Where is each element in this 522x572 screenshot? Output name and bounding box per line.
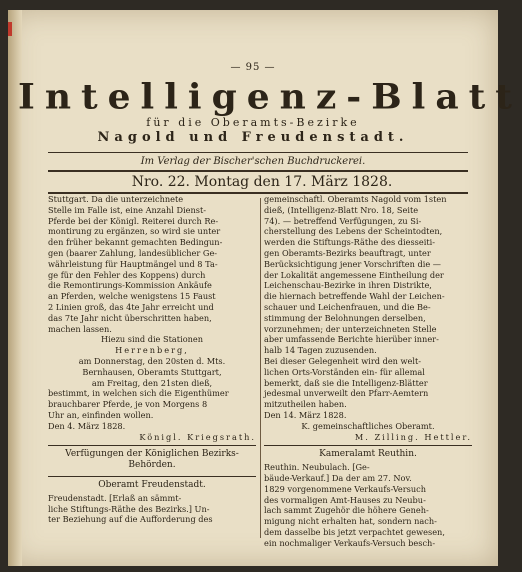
signature-names: M. Zilling. Hettler. bbox=[354, 431, 472, 442]
text-line: machen lassen. bbox=[48, 323, 112, 334]
station-name: Bernhausen, Oberamts Stuttgart, bbox=[82, 366, 222, 377]
text-line: bemerkt, daß sie die Intelligenz-Blätter bbox=[264, 377, 428, 388]
divider-rule bbox=[48, 170, 468, 172]
text-line: ter Beziehung auf die Aufforderung des bbox=[48, 514, 213, 525]
text-line: der Lokalität angemessene Eintheilung der bbox=[264, 269, 444, 280]
text-line: dem dasselbe bis jetzt verpachtet gewesen, bbox=[264, 526, 445, 537]
text-line: währleistung für Hauptmängel und 8 Ta- bbox=[48, 258, 218, 269]
text-line: stimmung der Belohnungen derselben, bbox=[264, 312, 426, 323]
date-line: Den 4. März 1828. bbox=[48, 420, 126, 431]
red-bookmark-marker bbox=[8, 22, 12, 36]
masthead-subtitle-2: Nagold und Freudenstadt. bbox=[97, 130, 409, 145]
text-line: vorzunehmen; der unterzeichneten Stelle bbox=[264, 323, 437, 334]
newspaper-page bbox=[8, 10, 522, 566]
text-line: Stuttgart. Da die unterzeichnete bbox=[48, 194, 184, 204]
text-line: lach sammt Zugehör die höhere Geneh- bbox=[264, 505, 429, 516]
text-line: des vormaligen Amt-Hauses zu Neubu- bbox=[264, 494, 426, 505]
issue-line: Nro. 22. Montag den 17. März 1828. bbox=[131, 174, 393, 190]
text-line: cherstellung des Lebens der Scheintodten, bbox=[264, 226, 443, 237]
text-line: ein nochmaliger Verkaufs-Versuch besch- bbox=[264, 537, 436, 548]
text-line: gemeinschaftl. Oberamts Nagold vom 1sten bbox=[264, 194, 447, 204]
text-line: Berücksichtigung jener Vorschriften die — bbox=[264, 258, 441, 269]
masthead-title: Intelligenz-Blatt bbox=[18, 77, 522, 117]
text-line: das 7te Jahr nicht überschritten haben, bbox=[48, 312, 212, 323]
text-line: die Remontirungs-Kommission Ankäufe bbox=[48, 280, 212, 291]
text-line: gen Oberamts-Bezirks beauftragt, unter bbox=[264, 247, 431, 258]
section-title: Verfügungen der Königlichen Bezirks-Behörden. bbox=[48, 445, 256, 473]
text-line: an Pferden, welche wenigstens 15 Faust bbox=[48, 291, 216, 302]
right-column bbox=[264, 194, 472, 548]
text-line: am Donnerstag, den 20sten d. Mts. bbox=[78, 355, 226, 366]
text-line: Freudenstadt. [Erlaß an sämmt- bbox=[48, 492, 182, 503]
text-line: aber umfassende Berichte hierüber inner- bbox=[264, 334, 439, 345]
left-column bbox=[48, 194, 256, 534]
text-line: ge für den Fehler des Koppens) durch bbox=[48, 269, 206, 280]
text-line: den früher bekannt gemachten Bedingun- bbox=[48, 237, 223, 248]
text-line: bestimmt, in welchen sich die Eigenthümer bbox=[48, 388, 229, 399]
text-line: Uhr an, einfinden wollen. bbox=[48, 409, 154, 420]
date-line: Den 14. März 1828. bbox=[264, 409, 347, 420]
text-line: mitzutheilen haben. bbox=[264, 399, 347, 410]
station-name: Herrenberg, bbox=[115, 345, 189, 356]
signature-line: K. gemeinschaftliches Oberamt. bbox=[301, 420, 435, 431]
text-line: bäude-Verkauf.] Da der am 27. Nov. bbox=[264, 472, 412, 483]
text-line: am Freitag, den 21sten dieß, bbox=[91, 377, 213, 388]
signature-line: Königl. Kriegsrath. bbox=[139, 431, 256, 442]
office-title: Oberamt Freudenstadt. bbox=[48, 476, 256, 493]
text-line: 1829 vorgenommene Verkaufs-Versuch bbox=[264, 483, 426, 494]
office-title: Kameralamt Reuthin. bbox=[264, 445, 472, 462]
text-line: Leichenschau-Bezirke in ihren Distrikte, bbox=[264, 280, 432, 291]
text-line: brauchbarer Pferde, je von Morgens 8 bbox=[48, 399, 208, 410]
masthead-subtitle-1: für die Oberamts-Bezirke bbox=[146, 116, 360, 129]
text-line: Reuthin. Neubulach. [Ge- bbox=[264, 462, 370, 473]
text-line: gen (baarer Zahlung, landesüblicher Ge- bbox=[48, 247, 218, 258]
publisher-line: Im Verlag der Bischer'schen Buchdruckerei. bbox=[140, 156, 366, 167]
text-line: liche Stiftungs-Räthe des Bezirks.] Un- bbox=[48, 503, 210, 514]
text-line: schauer und Leichenfrauen, und die Be- bbox=[264, 301, 431, 312]
divider-rule bbox=[48, 152, 468, 153]
page-number: — 95 — bbox=[230, 62, 276, 73]
text-line: jedesmal unverweilt den Pfarr-Aemtern bbox=[264, 388, 429, 399]
text-line: 74). — betreffend Verfügungen, zu Si- bbox=[264, 215, 422, 226]
text-line: halb 14 Tagen zuzusenden. bbox=[264, 345, 377, 356]
text-line: werden die Stiftungs-Räthe des diesseiti- bbox=[264, 237, 436, 248]
text-line: Hiezu sind die Stationen bbox=[100, 334, 204, 345]
text-line: Pferde bei der Königl. Reiterei durch Re- bbox=[48, 215, 219, 226]
text-line: lichen Orts-Vorständen ein- für allemal bbox=[264, 366, 425, 377]
text-line: die hiernach betreffende Wahl der Leichen- bbox=[264, 291, 445, 302]
text-line: 2 Linien groß, das 4te Jahr erreicht und bbox=[48, 301, 214, 312]
text-line: Bei dieser Gelegenheit wird den welt- bbox=[264, 355, 422, 366]
text-line: Stelle im Falle ist, eine Anzahl Dienst- bbox=[48, 204, 207, 215]
column-divider bbox=[260, 198, 261, 538]
text-line: dieß, (Intelligenz-Blatt Nro. 18, Seite bbox=[264, 204, 419, 215]
text-line: montirung zu ergänzen, so wird sie unter bbox=[48, 226, 221, 237]
text-line: migung nicht erhalten hat, sondern nach- bbox=[264, 516, 437, 527]
